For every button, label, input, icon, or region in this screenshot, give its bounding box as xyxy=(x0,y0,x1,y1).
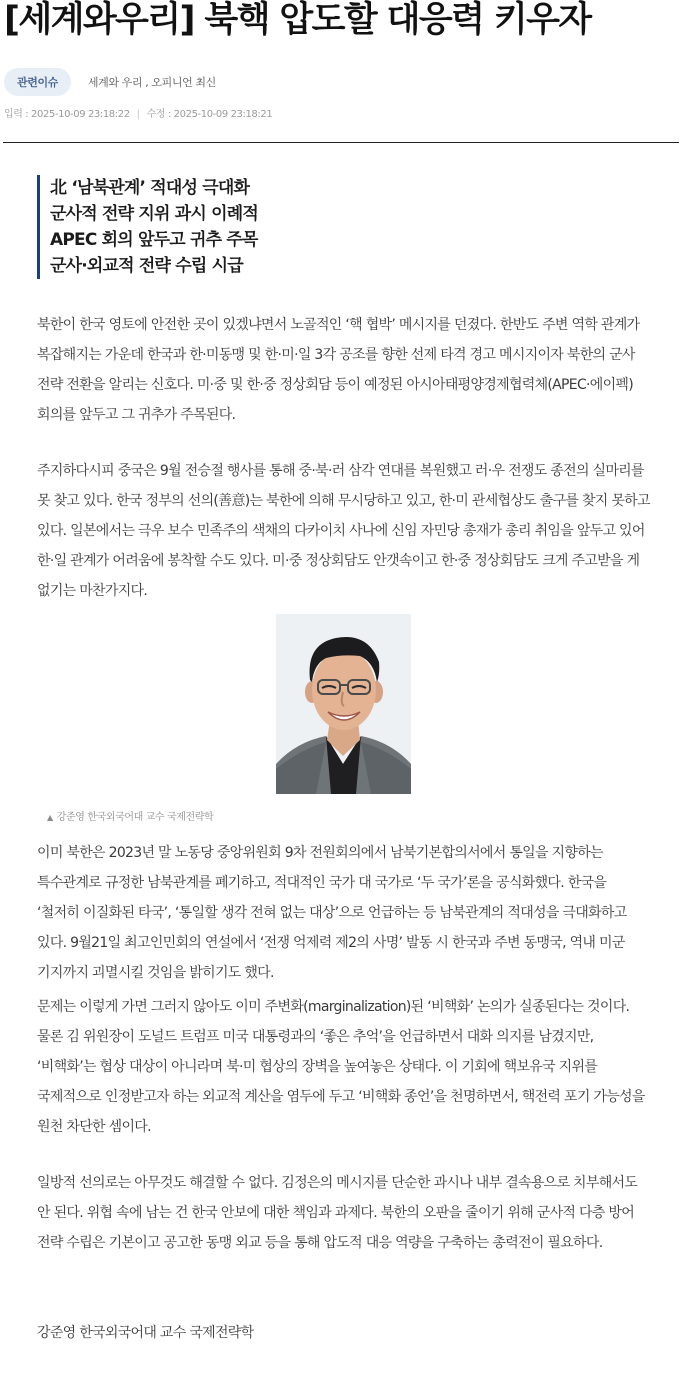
photo-caption-text: 강준영 한국외국어대 교수 국제전략학 xyxy=(56,812,214,823)
article-meta xyxy=(4,68,216,96)
article-body-block xyxy=(37,992,651,1142)
date-separator: | xyxy=(136,109,140,120)
article-byline xyxy=(37,1318,651,1348)
caption-marker-icon: ▲ xyxy=(47,813,53,822)
header-divider xyxy=(3,142,679,143)
related-issue-tag[interactable]: 관련이슈 xyxy=(4,68,71,96)
paragraph: 이미 북한은 2023년 말 노동당 중앙위원회 9차 전원회의에서 남북기본합의서에서 통일을 지향하는 특수관계로 규정한 남북관계를 폐기하고, 적대적인 국가 대 국가로 ‘두 국가’론을 공식화했다. 한국을 ‘철저히 이질화된 타국’, ‘통일할 생각 전혀 없는 대상’으로 언급하는 등 남북관계의 적대성을 극대화하고 있다. 9월21일 최고인민회의 연설에서 ‘전쟁 억제력 제2의 사명’ 발동 시 한국과 주변 동맹국, 역내 미군 기지까지 괴멸시킬 것임을 밝히기도 했다. xyxy=(37,845,627,981)
article-dates xyxy=(4,105,272,120)
article-body-block xyxy=(37,456,651,606)
article-body-block xyxy=(37,310,651,430)
paragraph: 일방적 선의로는 아무것도 해결할 수 없다. 김정은의 메시지를 단순한 과시나 내부 결속용으로 치부해서도 안 된다. 위협 속에 남는 건 한국 안보에 대한 책임과 과제다. 북한의 오판을 줄이기 위해 군사적 다층 방어 전략 수립은 기본이고 공고한 동맹 외교 등을 통해 압도적 대응 역량을 구축하는 총력전이 필요하다. xyxy=(37,1175,638,1251)
article-subheads xyxy=(37,175,570,279)
published-date: 입력 : 2025-10-09 23:18:22 xyxy=(4,109,130,120)
article-body-block xyxy=(37,1168,651,1258)
article-categories[interactable]: 세계와 우리 , 오피니언 최신 xyxy=(87,76,216,89)
author-photo xyxy=(276,614,411,794)
author-portrait-image xyxy=(276,614,411,794)
updated-date: 수정 : 2025-10-09 23:18:21 xyxy=(146,109,273,120)
article-headline: [세계와우리] 북핵 압도할 대응력 키우자 xyxy=(4,0,591,40)
paragraph: 문제는 이렇게 가면 그러지 않아도 이미 주변화(marginalization)된 ‘비핵화’ 논의가 실종된다는 것이다. 물론 김 위원장이 도널드 트럼프 미국 대통령과의 ‘좋은 추억’을 언급하면서 대화 의지를 남겼지만, ‘비핵화’는 협상 대상이 아니라며 북·미 협상의 장벽을 높여놓은 상태다. 이 기회에 핵보유국 지위를 국제적으로 인정받고자 하는 외교적 계산을 염두에 두고 ‘비핵화 종언’을 천명하면서, 핵전력 포기 가능성을 원천 차단한 셈이다. xyxy=(37,999,645,1135)
subhead: APEC 회의 앞두고 귀추 주목 xyxy=(50,230,258,250)
paragraph: 주지하다시피 중국은 9월 전승절 행사를 통해 중·북·러 삼각 연대를 복원했고 러·우 전쟁도 종전의 실마리를 못 찾고 있다. 한국 정부의 선의(善意)는 북한에 의해 무시당하고 있고, 한·미 관세협상도 출구를 찾지 못하고 있다. 일본에서는 극우 보수 민족주의 색채의 다카이치 사나에 신임 자민당 총재가 총리 취임을 앞두고 있어 한·일 관계가 어려움에 봉착할 수도 있다. 미·중 정상회담도 안갯속이고 한·중 정상회담도 크게 주고받을 게 없기는 마찬가지다. xyxy=(37,463,650,599)
paragraph: 북한이 한국 영토에 안전한 곳이 있겠냐면서 노골적인 ‘핵 협박’ 메시지를 던졌다. 한반도 주변 역학 관계가 복잡해지는 가운데 한국과 한·미동맹 및 한·미·일 3각 공조를 향한 선제 타격 경고 메시지이자 북한의 군사 전략 전환을 알리는 신호다. 미·중 및 한·중 정상회담 등이 예정된 아시아태평양경제협력체(APEC·에이펙) 회의를 앞두고 그 귀추가 주목된다. xyxy=(37,317,640,423)
subhead: 군사·외교적 전략 수립 시급 xyxy=(50,256,243,276)
subhead: 군사적 전략 지위 과시 이례적 xyxy=(50,204,258,224)
subhead: 北 ‘남북관계’ 적대성 극대화 xyxy=(50,178,250,198)
author-byline: 강준영 한국외국어대 교수 국제전략학 xyxy=(37,1325,254,1341)
photo-caption xyxy=(47,808,213,823)
article-body-block xyxy=(37,838,651,988)
